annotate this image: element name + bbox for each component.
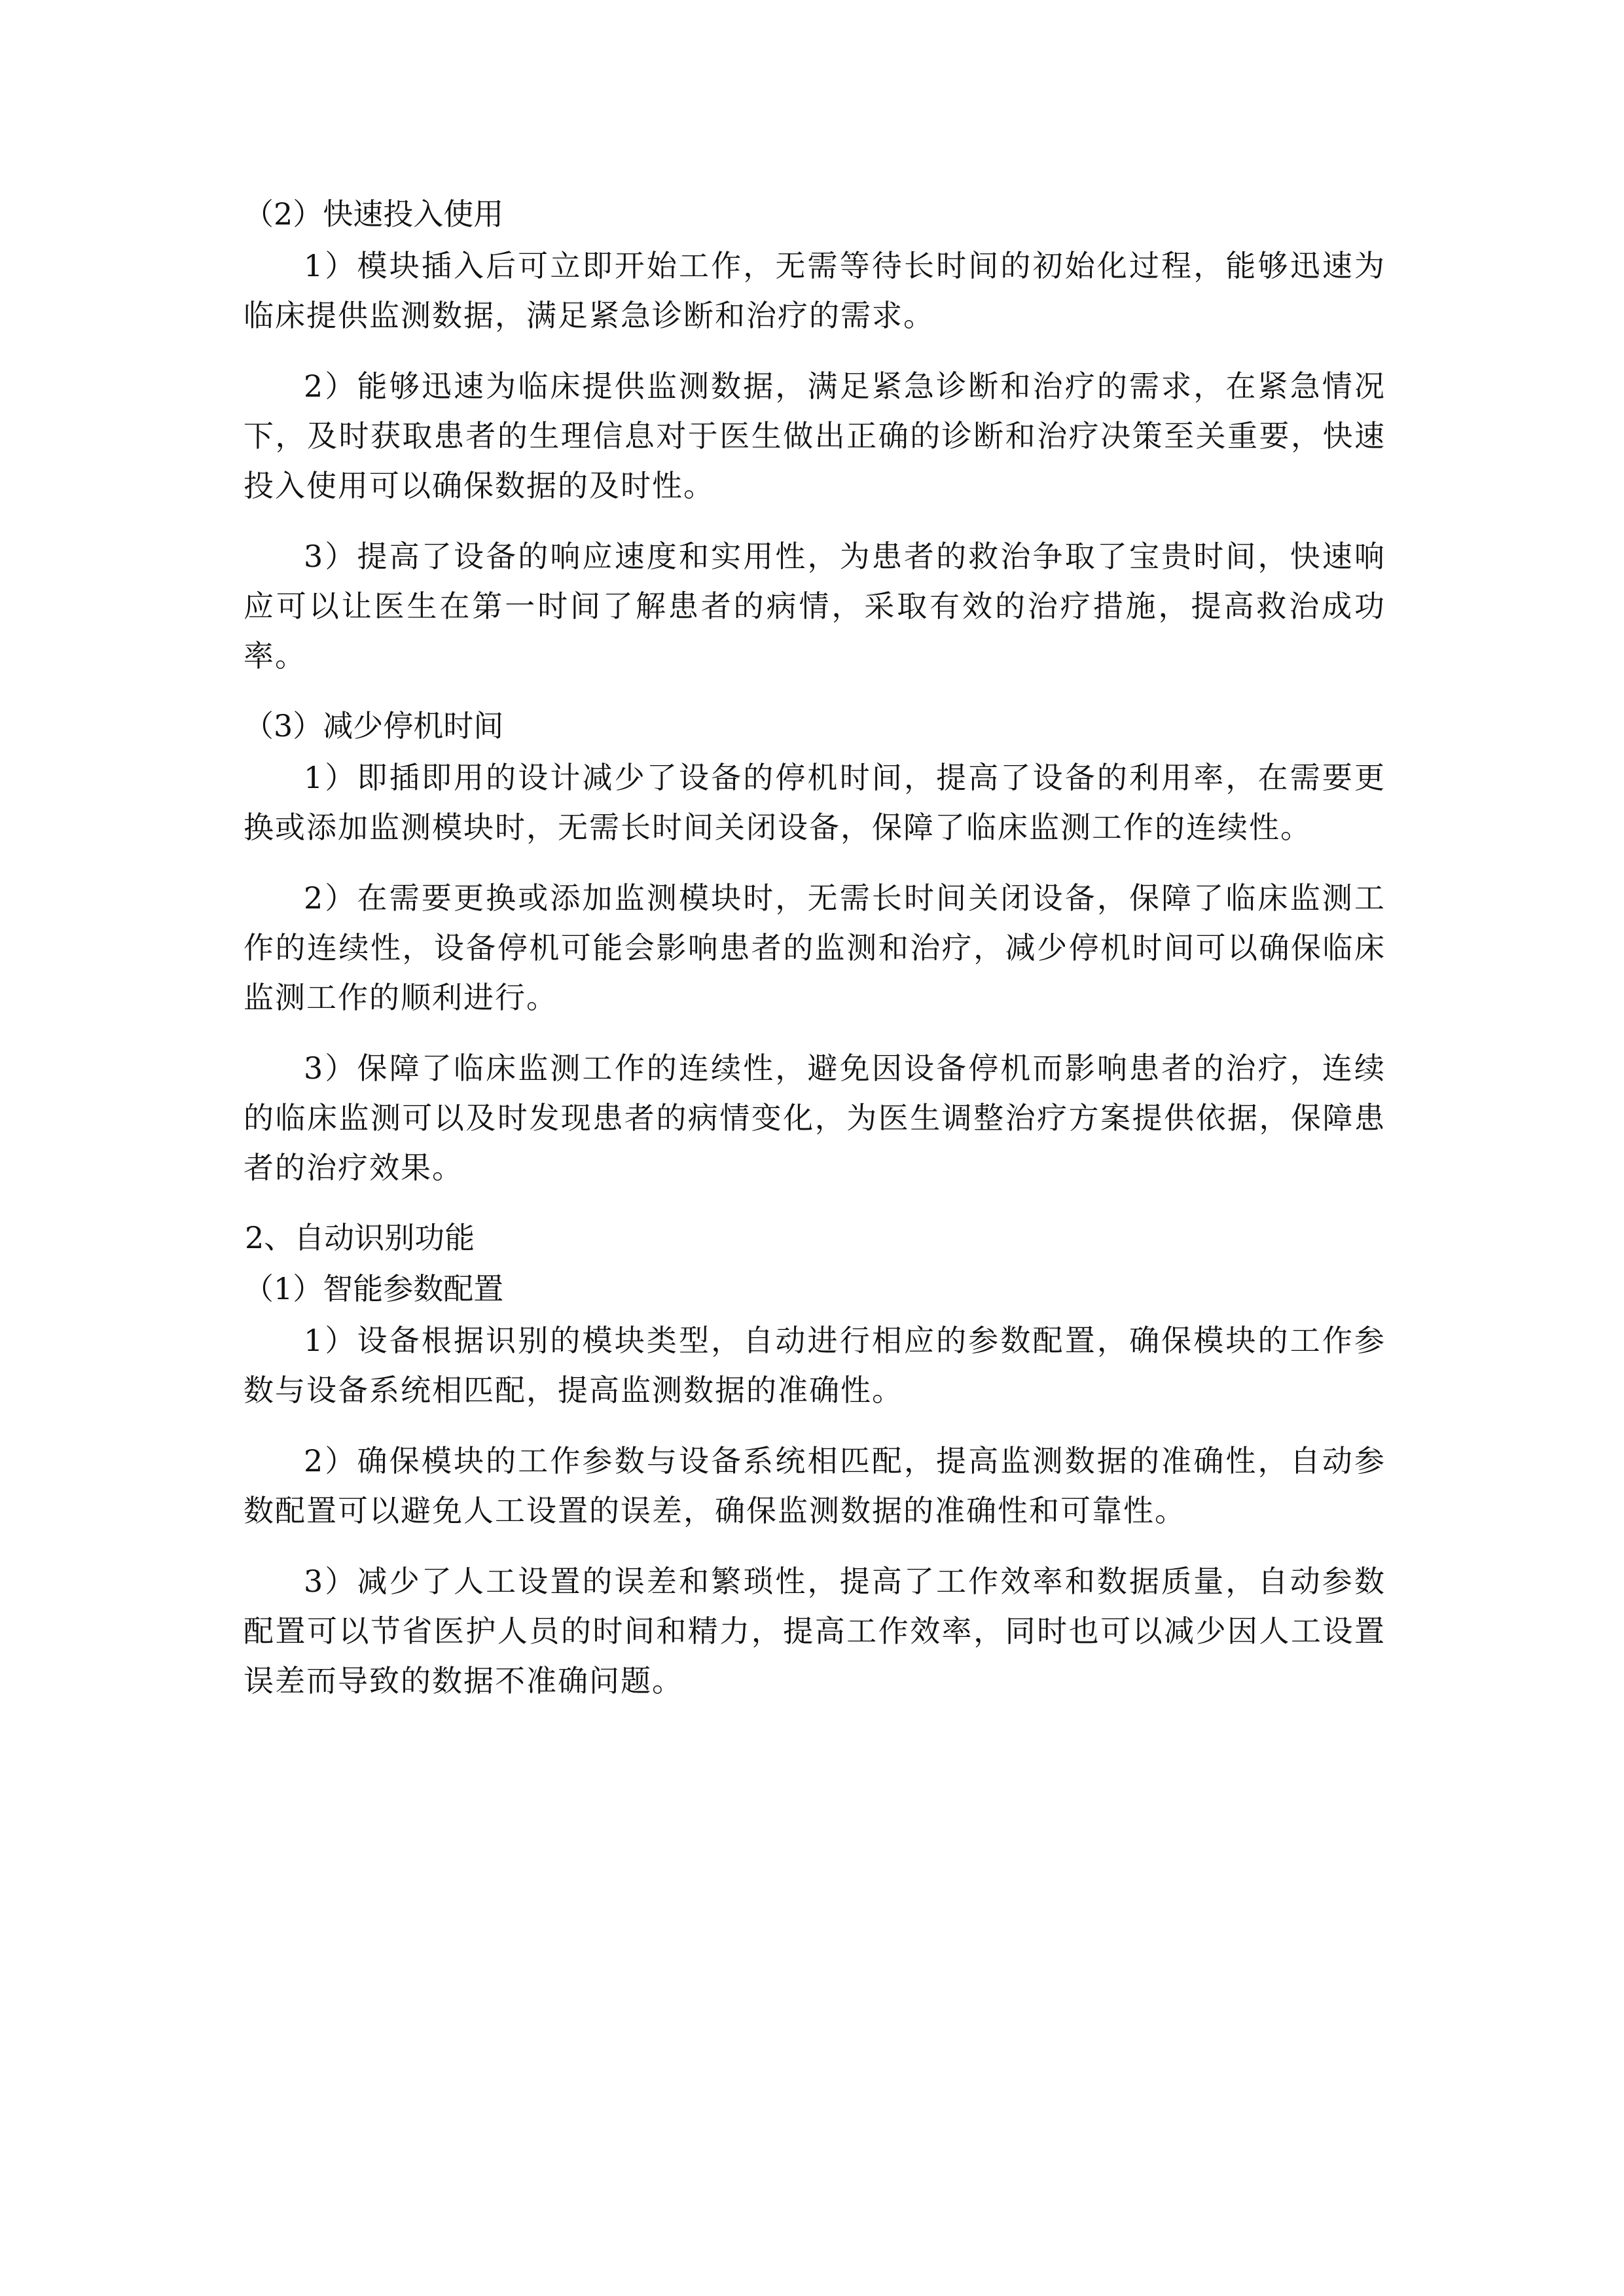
paragraph: 3）保障了临床监测工作的连续性，避免因设备停机而影响患者的治疗，连续的临床监测可以及时发现患者的病情变化，为医生调整治疗方案提供依据，保障患者的治疗效果。 [244, 1050, 1386, 1185]
chapter-heading: 2、自动识别功能 [245, 1220, 475, 1255]
section-auto-recognition [244, 1213, 1386, 1706]
section-heading: （2）快速投入使用 [244, 196, 504, 232]
section-quick-use [244, 190, 1386, 681]
document-body [244, 190, 1386, 1727]
paragraph: 1）即插即用的设计减少了设备的停机时间，提高了设备的利用率，在需要更换或添加监测模块时，无需长时间关闭设备，保障了临床监测工作的连续性。 [244, 760, 1386, 845]
paragraph: 1）模块插入后可立即开始工作，无需等待长时间的初始化过程，能够迅速为临床提供监测数据，满足紧急诊断和治疗的需求。 [244, 248, 1386, 333]
paragraph: 2）能够迅速为临床提供监测数据，满足紧急诊断和治疗的需求，在紧急情况下，及时获取患者的生理信息对于医生做出正确的诊断和治疗决策至关重要，快速投入使用可以确保数据的及时性。 [244, 368, 1386, 503]
paragraph: 3）减少了人工设置的误差和繁琐性，提高了工作效率和数据质量，自动参数配置可以节省医护人员的时间和精力，提高工作效率，同时也可以减少因人工设置误差而导致的数据不准确问题。 [244, 1564, 1386, 1698]
paragraph: 1）设备根据识别的模块类型，自动进行相应的参数配置，确保模块的工作参数与设备系统相匹配，提高监测数据的准确性。 [244, 1323, 1386, 1408]
section-heading: （3）减少停机时间 [244, 708, 504, 744]
paragraph: 3）提高了设备的响应速度和实用性，为患者的救治争取了宝贵时间，快速响应可以让医生在第一时间了解患者的病情，采取有效的治疗措施，提高救治成功率。 [244, 539, 1386, 673]
paragraph: 2）在需要更换或添加监测模块时，无需长时间关闭设备，保障了临床监测工作的连续性，设备停机可能会影响患者的监测和治疗，减少停机时间可以确保临床监测工作的顺利进行。 [244, 880, 1386, 1015]
paragraph: 2）确保模块的工作参数与设备系统相匹配，提高监测数据的准确性，自动参数配置可以避免人工设置的误差，确保监测数据的准确性和可靠性。 [244, 1443, 1386, 1528]
section-heading: （1）智能参数配置 [244, 1271, 504, 1306]
section-reduce-downtime [244, 702, 1386, 1193]
